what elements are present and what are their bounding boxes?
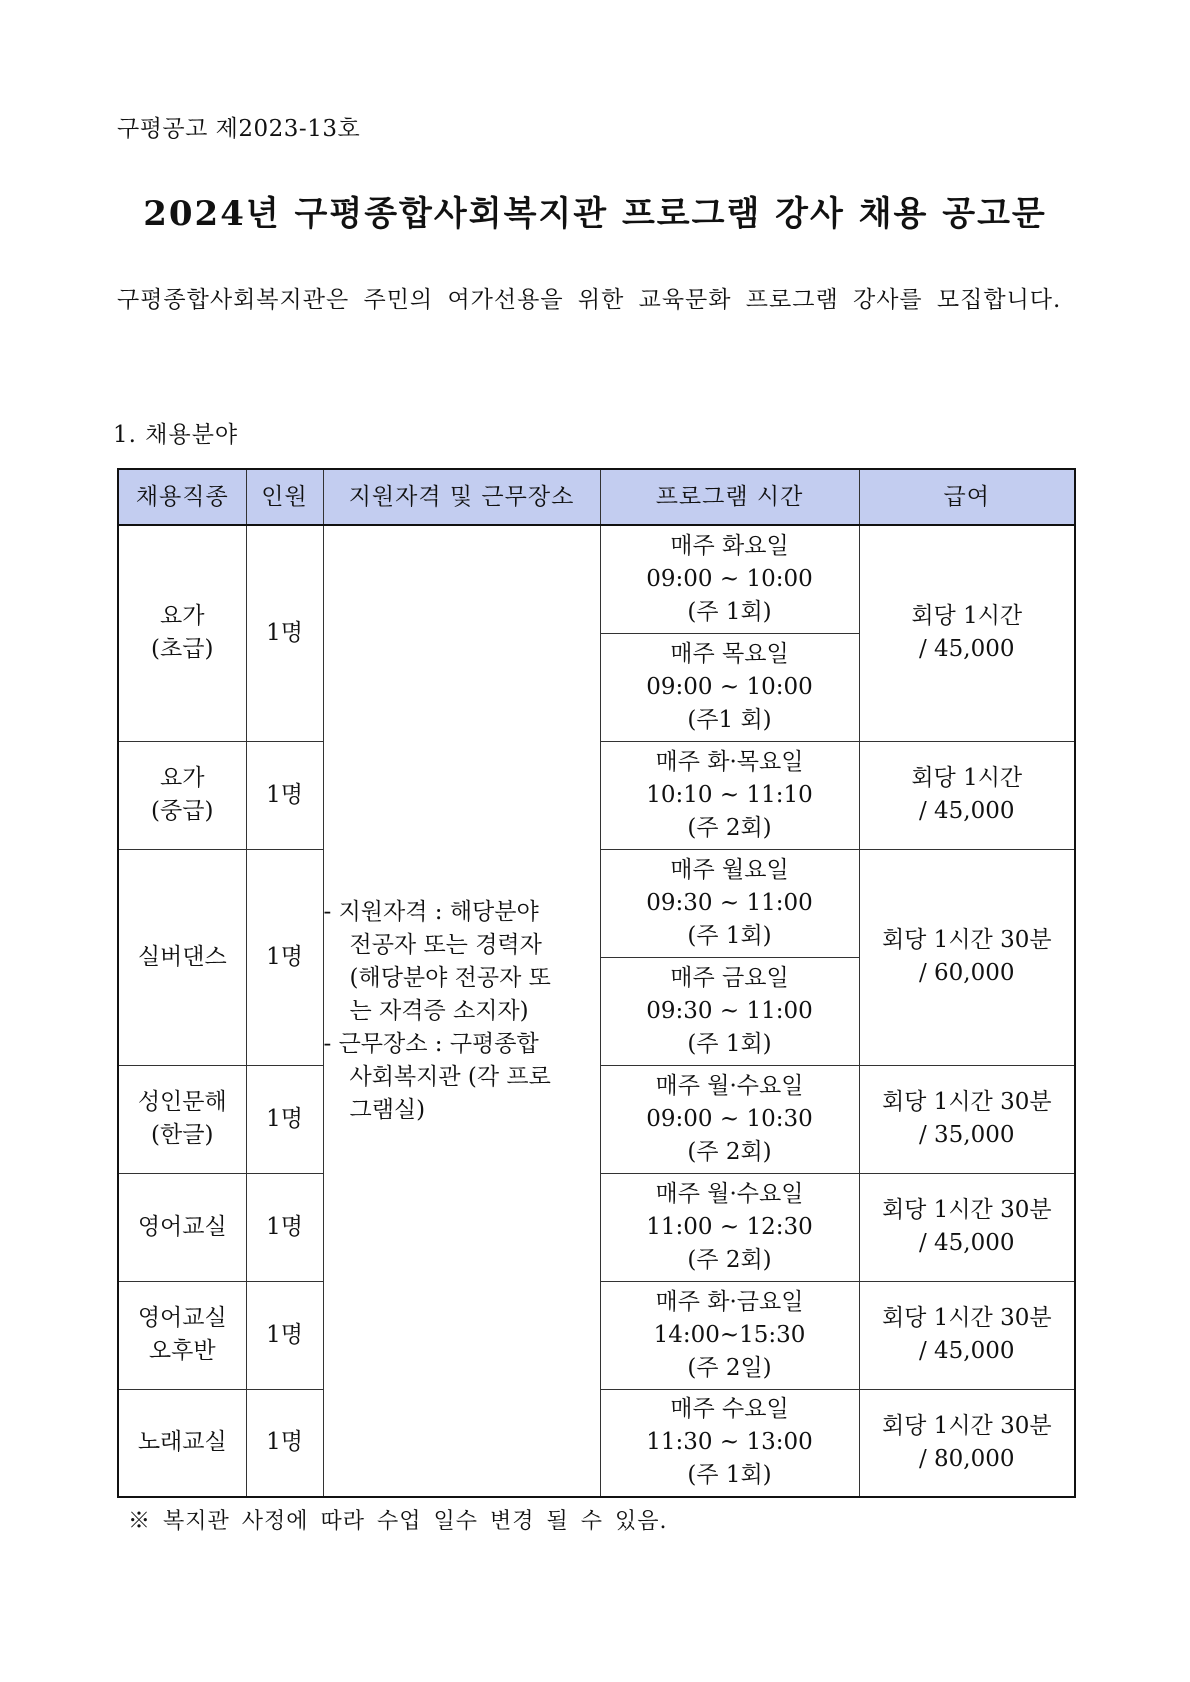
job-type-line: (한글) [151,1122,214,1148]
schedule-cell [600,741,859,849]
schedule-days: 매주 월·수요일 [655,1180,804,1207]
salary-line: 회당 1시간 30분 [881,1305,1052,1331]
job-type-line: 영어교실 [137,1213,227,1240]
job-type-line: 영어교실 [137,1305,227,1331]
salary-line: 회당 1시간 30분 [881,1412,1052,1439]
schedule-time: 11:00 ~ 12:30 [646,1213,813,1240]
schedule-frequency: (주 1회) [687,922,772,949]
salary-cell [859,741,1075,849]
schedule-days: 매주 수요일 [670,1396,789,1423]
salary-line: / 35,000 [918,1122,1015,1148]
notice-number: 구평공고 제2023-13호 [117,116,361,142]
job-type-cell [118,741,246,849]
footnote: ※ 복지관 사정에 따라 수업 일수 변경 될 수 있음. [128,1509,668,1534]
qualification-line: 전공자 또는 경력자 [349,931,542,958]
page-title: 2024년 구평종합사회복지관 프로그램 강사 채용 공고문 [143,194,1047,234]
schedule-cell [600,633,859,741]
schedule-time: 09:00 ~ 10:00 [646,565,813,592]
salary-line: 회당 1시간 30분 [881,1089,1052,1115]
salary-line: / 45,000 [918,1338,1015,1364]
salary-cell [859,1065,1075,1173]
job-type-cell [118,1065,246,1173]
job-type-cell [118,1389,246,1497]
salary-line: / 45,000 [918,636,1015,663]
schedule-days: 매주 금요일 [670,964,789,991]
qualification-line: - 근무장소 : 구평종합 [323,1030,539,1057]
qualification-line: 그램실) [349,1096,426,1123]
headcount-cell: 1명 [246,849,323,1065]
salary-line: 회당 1시간 [911,765,1023,791]
qualification-line: 사회복지관 (각 프로 [349,1063,551,1090]
job-type-line: 실버댄스 [137,943,227,970]
schedule-frequency: (주 2회) [687,1246,772,1273]
schedule-time: 09:00 ~ 10:00 [646,673,813,700]
headcount-cell: 1명 [246,1065,323,1173]
job-type-cell [118,1281,246,1389]
salary-line: 회당 1시간 [911,603,1023,630]
schedule-time: 10:10 ~ 11:10 [646,781,813,808]
schedule-frequency: (주 1회) [687,598,772,625]
header-job-type: 채용직종 [118,469,246,525]
job-type-line: (초급) [151,636,214,663]
job-type-line: 오후반 [148,1338,216,1364]
headcount-cell: 1명 [246,1281,323,1389]
job-type-cell [118,849,246,1065]
schedule-time: 09:00 ~ 10:30 [646,1105,813,1132]
schedule-days: 매주 월·수요일 [655,1072,804,1099]
job-type-line: 노래교실 [137,1429,227,1456]
recruitment-table [117,468,1076,1498]
salary-cell [859,525,1075,741]
schedule-days: 매주 화요일 [670,532,789,559]
schedule-frequency: (주 2회) [687,814,772,841]
schedule-days: 매주 화·목요일 [655,748,804,775]
schedule-cell [600,525,859,633]
salary-line: 회당 1시간 30분 [881,927,1052,953]
header-program-time: 프로그램 시간 [600,469,859,525]
qualification-cell [323,525,600,1497]
salary-cell [859,1389,1075,1497]
schedule-cell [600,849,859,957]
salary-line: / 45,000 [918,798,1015,824]
salary-line: / 60,000 [918,960,1015,986]
schedule-cell [600,957,859,1065]
salary-line: / 45,000 [918,1230,1015,1256]
schedule-days: 매주 화·금요일 [655,1288,804,1315]
header-qualification-location: 지원자격 및 근무장소 [323,469,600,525]
job-type-line: 요가 [160,603,205,630]
job-type-cell [118,1173,246,1281]
headcount-cell: 1명 [246,1173,323,1281]
schedule-frequency: (주1 회) [687,706,772,733]
job-type-line: 요가 [160,765,205,791]
schedule-cell [600,1065,859,1173]
table-header-row [118,469,1075,525]
salary-cell [859,849,1075,1065]
schedule-frequency: (주 1회) [687,1030,772,1057]
schedule-time: 11:30 ~ 13:00 [646,1429,813,1456]
schedule-frequency: (주 2일) [687,1354,772,1381]
schedule-time: 14:00~15:30 [653,1321,806,1348]
table-row [118,525,1075,633]
salary-line: 회당 1시간 30분 [881,1197,1052,1223]
header-salary: 급여 [859,469,1075,525]
schedule-cell [600,1173,859,1281]
salary-line: / 80,000 [918,1445,1015,1472]
headcount-cell: 1명 [246,1389,323,1497]
job-type-line: 성인문해 [137,1089,227,1115]
qualification-line: - 지원자격 : 해당분야 [323,898,539,925]
salary-cell [859,1173,1075,1281]
schedule-time: 09:30 ~ 11:00 [646,997,813,1024]
salary-cell [859,1281,1075,1389]
headcount-cell: 1명 [246,741,323,849]
section-heading-recruitment-fields: 1. 채용분야 [113,422,239,448]
schedule-days: 매주 월요일 [670,856,789,883]
headcount-cell: 1명 [246,525,323,741]
schedule-time: 09:30 ~ 11:00 [646,889,813,916]
job-type-line: (중급) [151,798,214,824]
intro-paragraph: 구평종합사회복지관은 주민의 여가선용을 위한 교육문화 프로그램 강사를 모집합니다. [117,287,1062,313]
schedule-frequency: (주 2회) [687,1138,772,1165]
schedule-days: 매주 목요일 [670,640,789,667]
qualification-line: 는 자격증 소지자) [349,997,529,1024]
schedule-cell [600,1389,859,1497]
job-type-cell [118,525,246,741]
schedule-cell [600,1281,859,1389]
qualification-line: (해당분야 전공자 또 [349,964,551,991]
header-headcount: 인원 [246,469,323,525]
schedule-frequency: (주 1회) [687,1462,772,1489]
